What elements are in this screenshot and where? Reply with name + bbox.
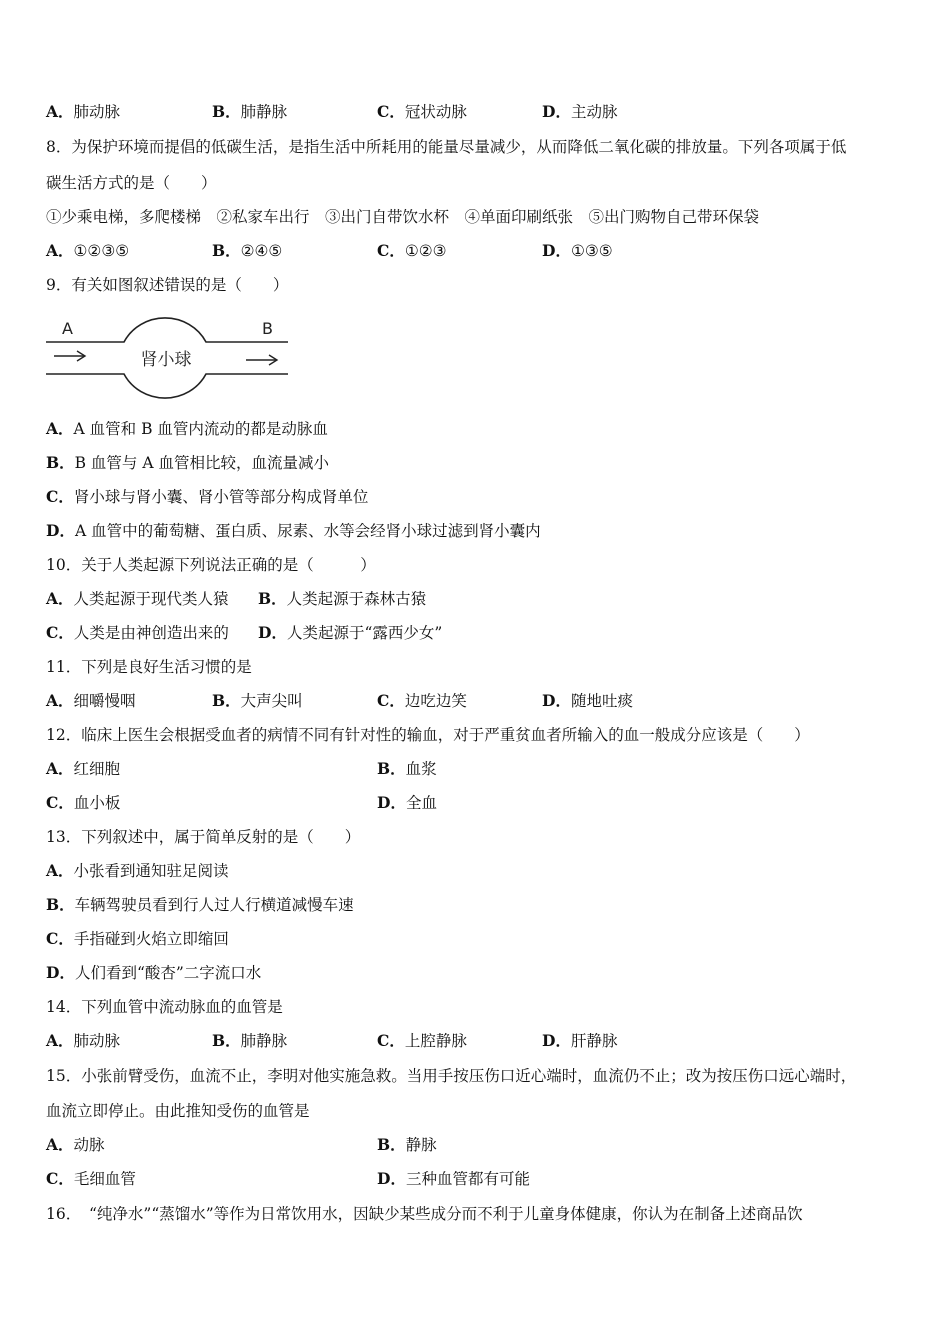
q14-option-d: D．肝静脉 bbox=[542, 1031, 618, 1050]
diagram-label-a: A bbox=[62, 319, 73, 338]
q13-option-d: D．人们看到“酸杏”二字流口水 bbox=[46, 963, 262, 982]
q7-option-d: D．主动脉 bbox=[542, 102, 618, 121]
q9-stem: 9．有关如图叙述错误的是（ ） bbox=[46, 276, 289, 294]
q10-option-b: B．人类起源于森林古猿 bbox=[258, 589, 427, 608]
q10-stem: 10．关于人类起源下列说法正确的是（ ） bbox=[46, 556, 376, 574]
q12-option-d: D．全血 bbox=[377, 793, 437, 812]
q16-stem: 16． “纯净水”“蒸馏水”等作为日常饮用水，因缺少某些成分而不利于儿童身体健康，你认为在制备上述商品饮 bbox=[46, 1205, 803, 1223]
q14-option-c: C．上腔静脉 bbox=[377, 1031, 467, 1050]
q14-option-a: A．肺动脉 bbox=[46, 1031, 121, 1050]
q9-option-b: B．B 血管与 A 血管相比较，血流量减小 bbox=[46, 453, 329, 472]
arrow-right-icon bbox=[246, 355, 277, 365]
q15-option-c: C．毛细血管 bbox=[46, 1169, 136, 1188]
q12-option-a: A．红细胞 bbox=[46, 759, 121, 778]
q7-option-c: C．冠状动脉 bbox=[377, 102, 467, 121]
diagram-center-label: 肾小球 bbox=[140, 350, 192, 370]
q7-option-a: A．肺动脉 bbox=[46, 102, 121, 121]
q10-option-c: C．人类是由神创造出来的 bbox=[46, 623, 229, 642]
q11-option-c: C．边吃边笑 bbox=[377, 691, 467, 710]
q15-option-a: A．动脉 bbox=[46, 1135, 105, 1154]
q15-stem-line2: 血流立即停止。由此推知受伤的血管是 bbox=[46, 1102, 310, 1120]
q8-option-a: A．①②③⑤ bbox=[46, 241, 130, 260]
q15-option-b: B．静脉 bbox=[377, 1135, 437, 1154]
q10-option-a: A．人类起源于现代类人猿 bbox=[46, 589, 229, 608]
q10-option-d: D．人类起源于“露西少女” bbox=[258, 623, 443, 642]
q12-option-b: B．血浆 bbox=[377, 759, 437, 778]
q8-option-b: B．②④⑤ bbox=[212, 241, 283, 260]
q8-option-d: D．①③⑤ bbox=[542, 241, 613, 260]
diagram-label-b: B bbox=[262, 319, 273, 338]
q8-stem-line1: 8．为保护环境而提倡的低碳生活，是指生活中所耗用的能量尽量减少，从而降低二氧化碳的排放量。下列各项属于低 bbox=[46, 138, 847, 156]
q9-option-d: D．A 血管中的葡萄糖、蛋白质、尿素、水等会经肾小球过滤到肾小囊内 bbox=[46, 521, 541, 540]
glomerulus-diagram bbox=[44, 316, 290, 406]
q13-stem: 13．下列叙述中，属于简单反射的是（ ） bbox=[46, 828, 361, 846]
q9-option-a: A．A 血管和 B 血管内流动的都是动脉血 bbox=[46, 419, 328, 438]
q11-option-a: A．细嚼慢咽 bbox=[46, 691, 136, 710]
q8-items: ①少乘电梯，多爬楼梯 ②私家车出行 ③出门自带饮水杯 ④单面印刷纸张 ⑤出门购物自己带环保袋 bbox=[46, 208, 760, 226]
q11-stem: 11．下列是良好生活习惯的是 bbox=[46, 658, 252, 676]
q8-option-c: C．①②③ bbox=[377, 241, 447, 260]
q14-stem: 14．下列血管中流动脉血的血管是 bbox=[46, 998, 283, 1016]
q13-option-c: C．手指碰到火焰立即缩回 bbox=[46, 929, 229, 948]
q13-option-b: B．车辆驾驶员看到行人过人行横道减慢车速 bbox=[46, 895, 354, 914]
q12-option-c: C．血小板 bbox=[46, 793, 121, 812]
arrow-right-icon bbox=[54, 351, 85, 361]
q9-option-c: C．肾小球与肾小囊、肾小管等部分构成肾单位 bbox=[46, 487, 369, 506]
q13-option-a: A．小张看到通知驻足阅读 bbox=[46, 861, 229, 880]
q7-option-b: B．肺静脉 bbox=[212, 102, 288, 121]
q11-option-b: B．大声尖叫 bbox=[212, 691, 303, 710]
q11-option-d: D．随地吐痰 bbox=[542, 691, 633, 710]
q14-option-b: B．肺静脉 bbox=[212, 1031, 288, 1050]
q15-option-d: D．三种血管都有可能 bbox=[377, 1169, 530, 1188]
q15-stem-line1: 15．小张前臂受伤，血流不止，李明对他实施急救。当用手按压伤口近心端时，血流仍不止；改为按压伤口远心端时， bbox=[46, 1067, 857, 1085]
q12-stem: 12．临床上医生会根据受血者的病情不同有针对性的输血，对于严重贫血者所输入的血一般成分应该是（ ） bbox=[46, 726, 810, 744]
q8-stem-line2: 碳生活方式的是（ ） bbox=[46, 174, 217, 192]
